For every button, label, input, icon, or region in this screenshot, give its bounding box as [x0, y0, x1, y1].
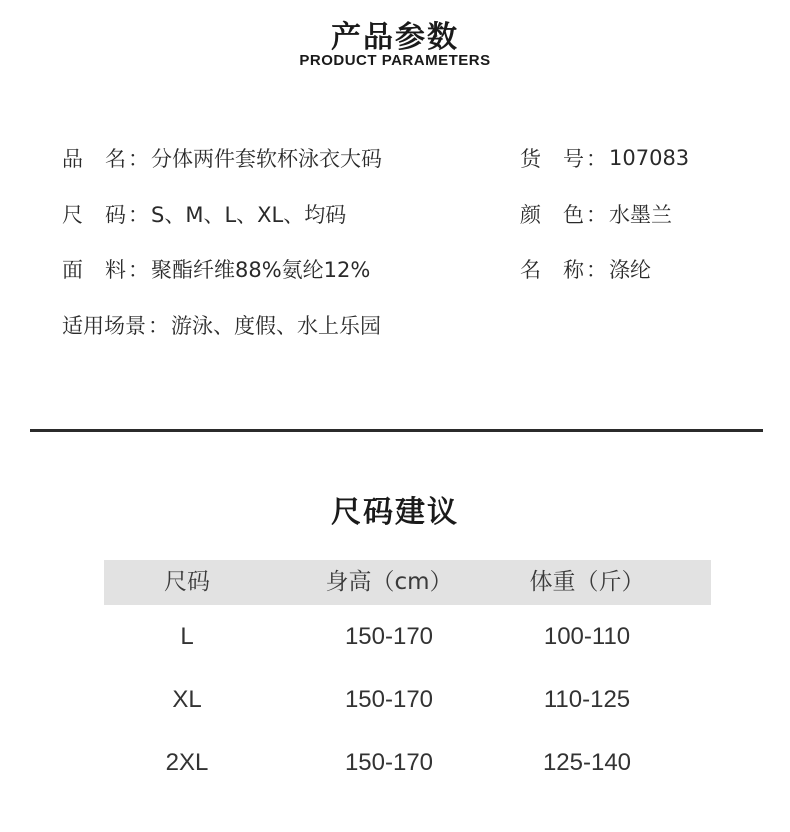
param-item-no-value: 107083: [609, 146, 690, 170]
param-name-value: 分体两件套软杯泳衣大码: [151, 147, 382, 171]
param-colon: ：: [586, 258, 607, 282]
row-size: 2XL: [165, 749, 209, 776]
row-size: XL: [172, 686, 202, 713]
param-sizes-value: S、M、L、XL、均码: [151, 203, 347, 227]
param-fabric-value: 聚酯纤维88%氨纶12%: [151, 258, 371, 282]
table-row: [104, 731, 711, 794]
header-height: 身高（cm）: [325, 569, 453, 595]
param-fabric: [62, 254, 370, 284]
row-weight: 125-140: [542, 749, 632, 776]
row-size: L: [180, 623, 194, 650]
param-sizes: [62, 199, 346, 229]
param-name-label: 品名: [62, 147, 126, 171]
header-weight: 体重（斤）: [529, 569, 645, 595]
param-colon: ：: [128, 258, 149, 282]
section-divider: [30, 429, 763, 432]
param-color-value: 水墨兰: [609, 203, 672, 227]
param-scene-label: 适用场景: [62, 314, 146, 338]
size-table-header: [104, 560, 711, 605]
size-guide-title: 尺码建议: [331, 495, 459, 530]
row-height: 150-170: [344, 686, 434, 713]
param-title-label: 名称: [520, 258, 584, 282]
param-item-no: [520, 143, 689, 173]
param-colon: ：: [128, 147, 149, 171]
param-colon: ：: [148, 314, 169, 338]
param-item-no-label: 货号: [520, 147, 584, 171]
table-row: [104, 668, 711, 731]
row-weight: 100-110: [543, 623, 631, 650]
param-colon: ：: [128, 203, 149, 227]
param-sizes-label: 尺码: [62, 203, 126, 227]
param-scene-value: 游泳、度假、水上乐园: [171, 314, 381, 338]
header-size: 尺码: [164, 569, 210, 595]
page-title-en: PRODUCT PARAMETERS: [299, 52, 491, 69]
param-scene: [62, 310, 381, 340]
row-weight: 110-125: [543, 686, 631, 713]
page-title-cn: 产品参数: [331, 20, 459, 55]
param-color: [520, 199, 672, 229]
size-table: [104, 560, 711, 794]
table-row: [104, 605, 711, 668]
param-colon: ：: [586, 203, 607, 227]
param-fabric-label: 面料: [62, 258, 126, 282]
param-title: [520, 254, 651, 284]
param-color-label: 颜色: [520, 203, 584, 227]
param-name: [62, 143, 382, 173]
row-height: 150-170: [344, 749, 434, 776]
param-colon: ：: [586, 147, 607, 171]
row-height: 150-170: [344, 623, 434, 650]
param-title-value: 涤纶: [609, 258, 651, 282]
